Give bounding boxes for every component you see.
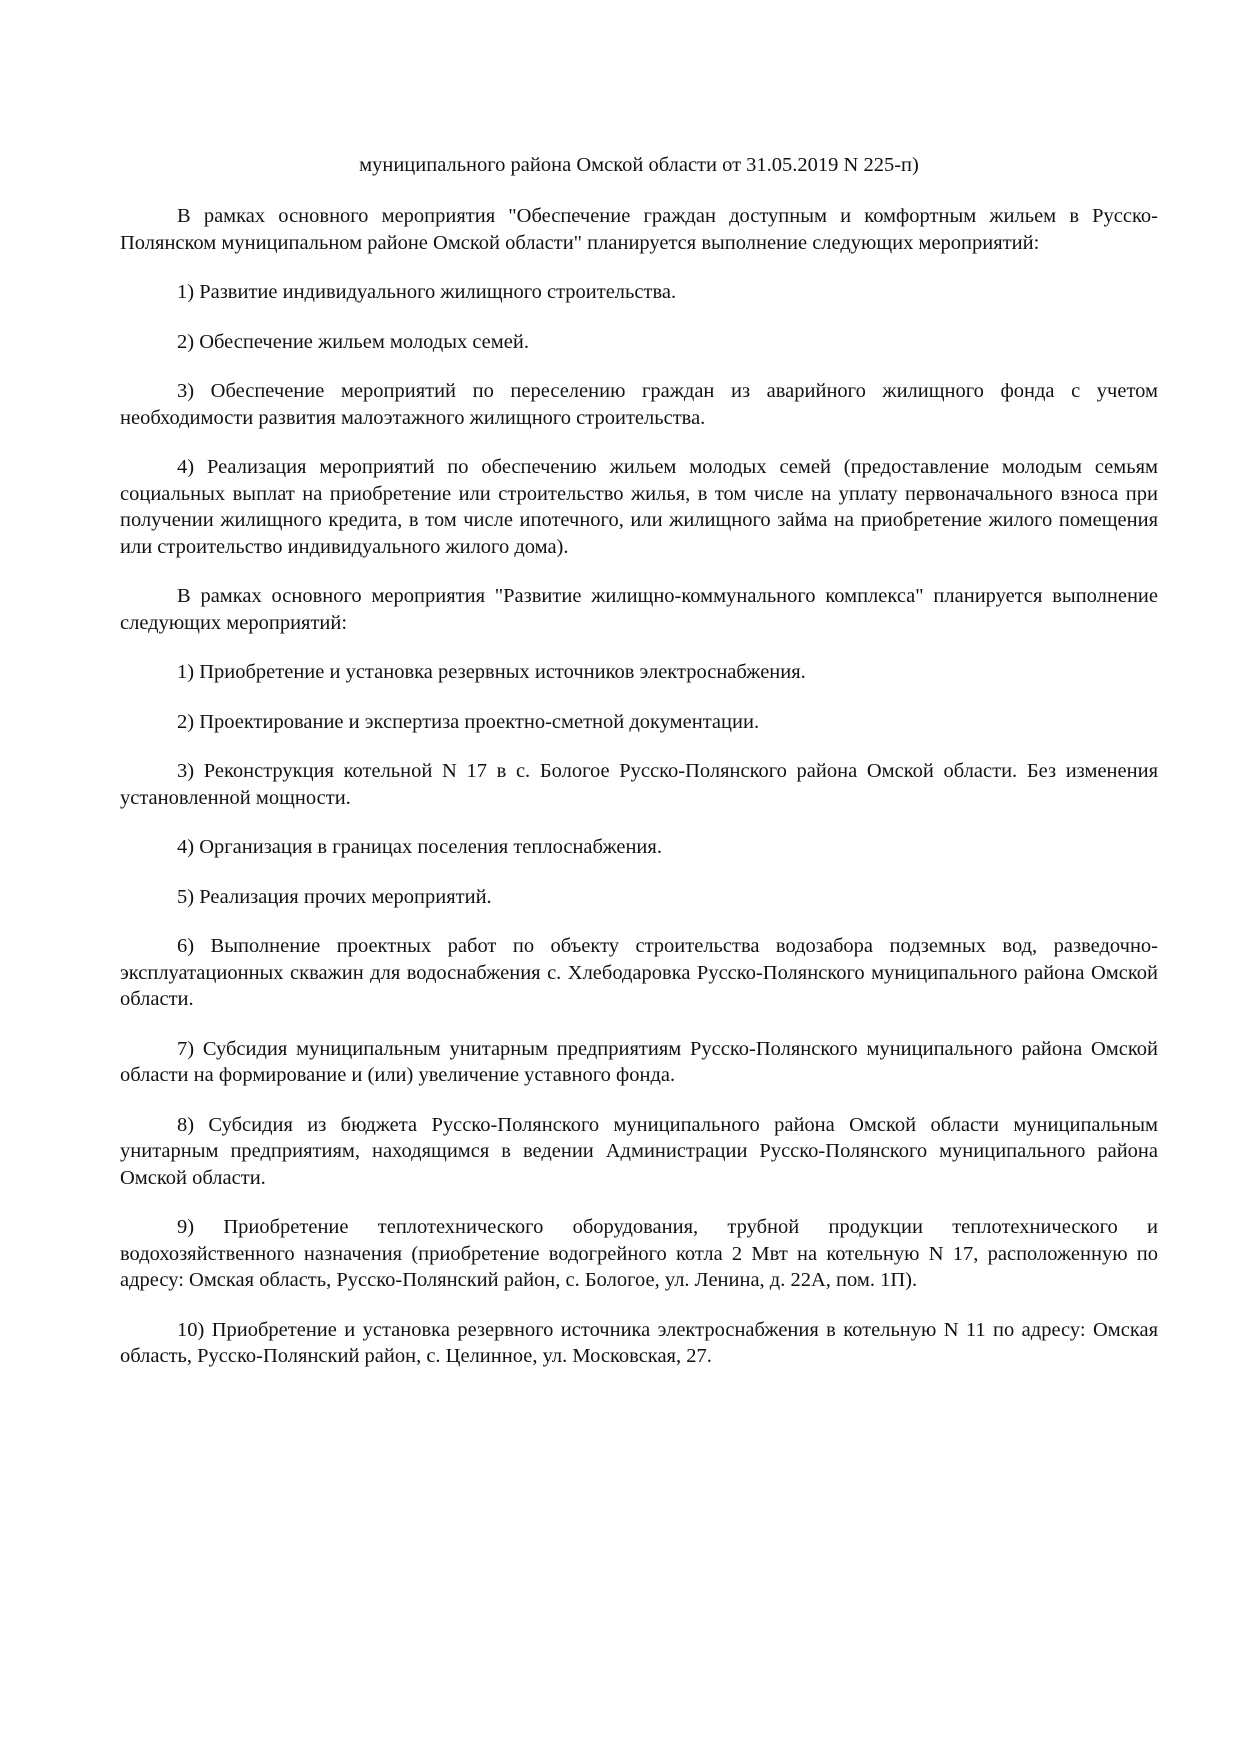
section2-item-2: 2) Проектирование и экспертиза проектно-сметной документации. <box>177 710 760 733</box>
section2-item-5: 5) Реализация прочих мероприятий. <box>177 885 492 908</box>
section2-item-1: 1) Приобретение и установка резервных источников электроснабжения. <box>177 661 806 683</box>
section2-item-4: 4) Организация в границах поселения теплоснабжения. <box>177 836 662 858</box>
section1-item-1: 1) Развитие индивидуального жилищного строительства. <box>177 281 677 303</box>
document-page <box>120 152 1158 1393</box>
section1-item-2: 2) Обеспечение жильем молодых семей. <box>177 330 529 353</box>
header-continuation: муниципального района Омской области от 31.05.2019 N 225-п) <box>359 154 919 176</box>
section2-item-9: 9) Приобретение теплотехнического оборудования, трубной продукции теплотехнического и водохозяйственного назначения (приобретение водогрейного котла 2 Мвт на котельную N 17, расположенную по адресу: Омская область, Русско-Полянский район, с. Бологое, ул. Ленина, д. 22А, пом. 1П). <box>120 1216 1158 1291</box>
section2-item-7: 7) Субсидия муниципальным унитарным предприятиям Русско-Полянского муниципального района Омской области на формирование и (или) увеличение уставного фонда. <box>120 1037 1158 1086</box>
section2-item-10: 10) Приобретение и установка резервного источника электроснабжения в котельную N 11 по адресу: Омская область, Русско-Полянский район, с. Целинное, ул. Московская, 27. <box>120 1318 1158 1367</box>
section2-intro: В рамках основного мероприятия "Развитие жилищно-коммунального комплекса" планируется выполнение следующих мероприятий: <box>120 585 1158 634</box>
section2-item-8: 8) Субсидия из бюджета Русско-Полянского муниципального района Омской области муниципальным унитарным предприятиям, находящимся в ведении Администрации Русско-Полянского муниципального района Омской области. <box>120 1113 1158 1189</box>
section1-intro: В рамках основного мероприятия "Обеспечение граждан доступным и комфортным жильем в Русско-Полянском муниципальном районе Омской области" планируется выполнение следующих мероприятий: <box>120 205 1158 254</box>
section2-item-3: 3) Реконструкция котельной N 17 в с. Бологое Русско-Полянского района Омской области. Без изменения установленной мощности. <box>120 760 1158 809</box>
section2-item-6: 6) Выполнение проектных работ по объекту строительства водозабора подземных вод, разведочно-эксплуатационных скважин для водоснабжения с. Хлебодаровка Русско-Полянского муниципального района Омской области. <box>120 935 1158 1010</box>
section1-item-3: 3) Обеспечение мероприятий по переселению граждан из аварийного жилищного фонда с учетом необходимости развития малоэтажного жилищного строительства. <box>120 380 1158 429</box>
section1-item-4: 4) Реализация мероприятий по обеспечению жильем молодых семей (предоставление молодым семьям социальных выплат на приобретение или строительство жилья, в том числе на уплату первоначального взноса при получении жилищного кредита, в том числе ипотечного, или жилищного займа на приобретение жилого помещения или строительство индивидуального жилого дома). <box>120 456 1158 558</box>
